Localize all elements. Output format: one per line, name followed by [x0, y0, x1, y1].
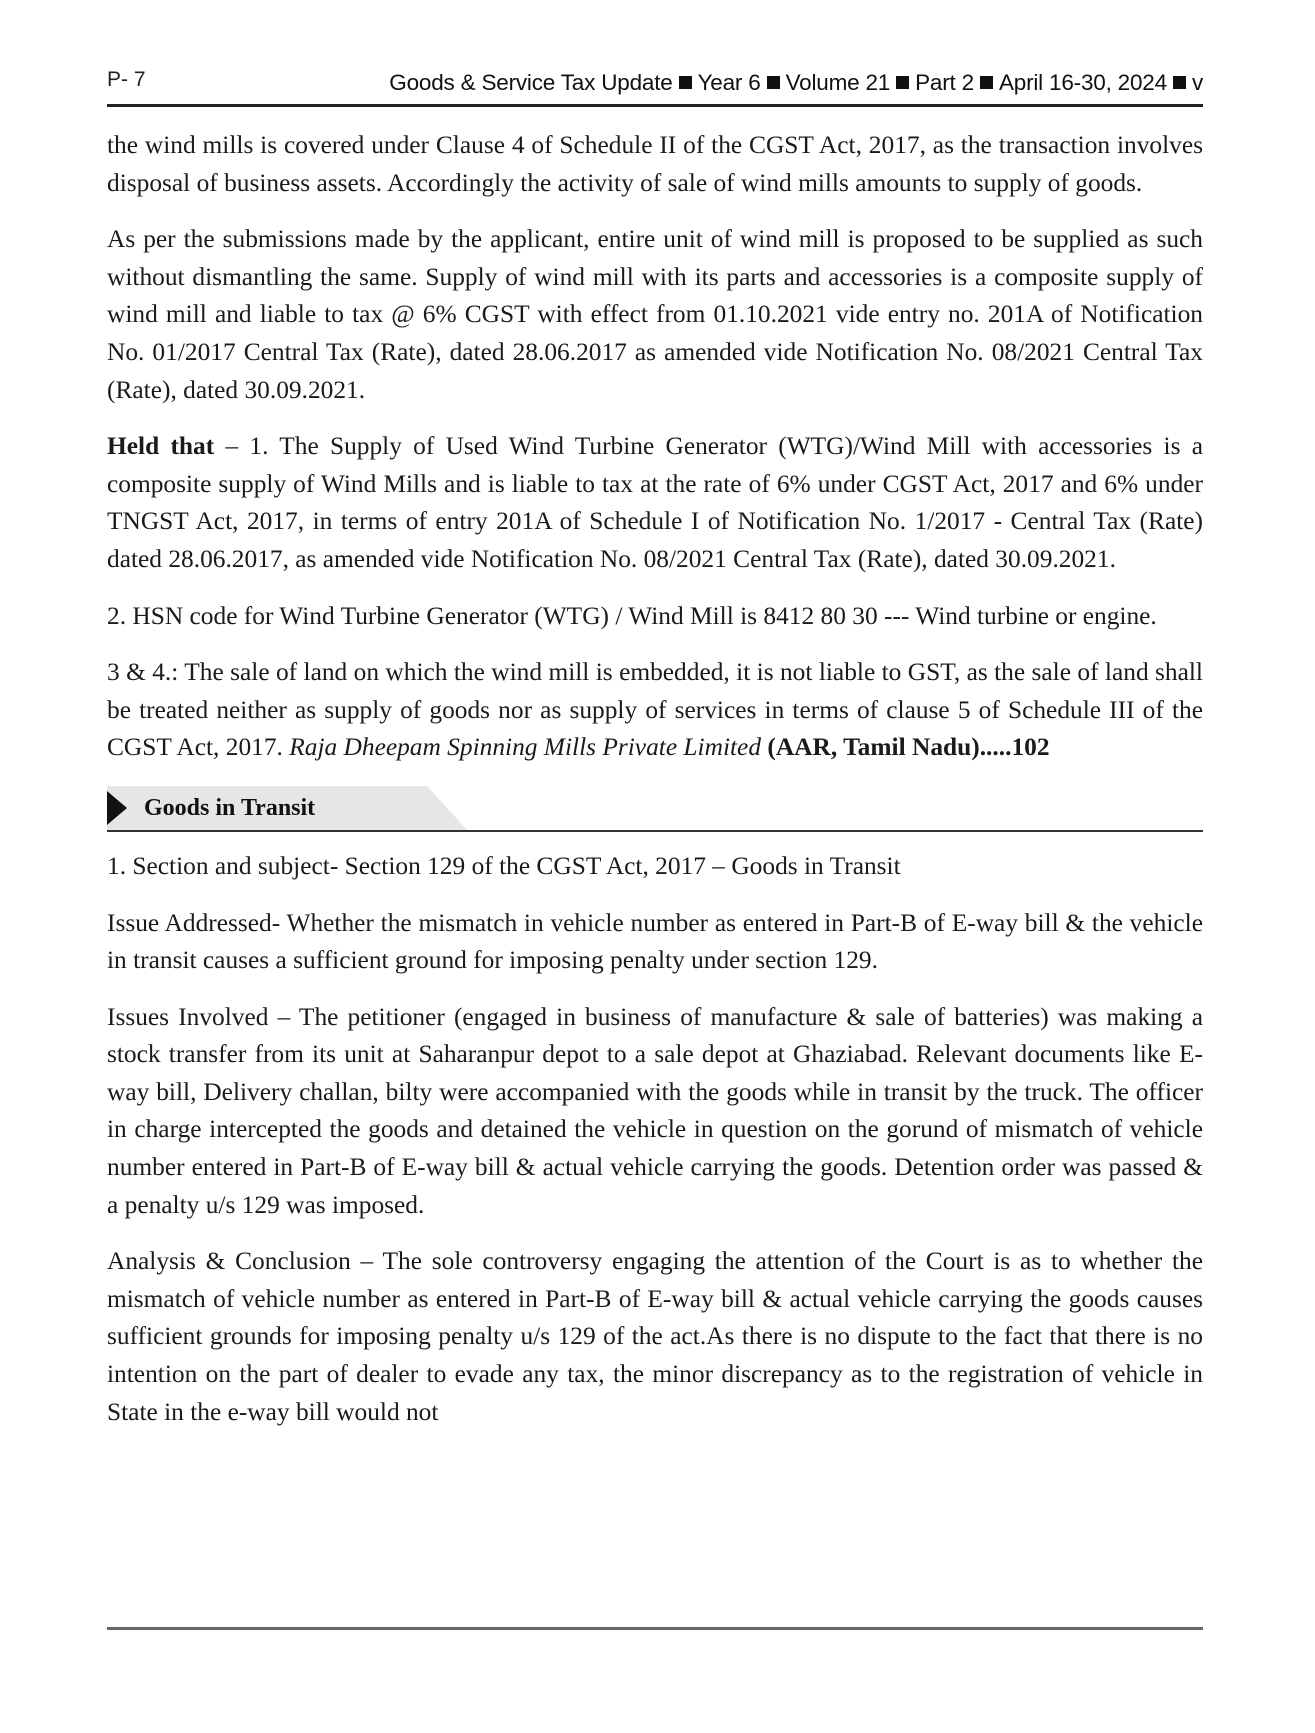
triangle-arrow-icon [107, 791, 127, 825]
paragraph-submissions: As per the submissions made by the applicant, entire unit of wind mill is proposed to be supplied as such without dismantling the same. Supply of wind mill with its parts and accessories is a composite supply of wind mill and liable to tax @ 6% CGST with effect from 01.10.2021 vide entry no. 201A of Notification No. 01/2017 Central Tax (Rate), dated 28.06.2017 as amended vide Notification No. 08/2021 Central Tax (Rate), dated 30.09.2021. [107, 225, 1203, 404]
year-label: Year 6 [697, 70, 761, 95]
paragraph-analysis: Analysis & Conclusion – The sole controversy engaging the attention of the Court is as to whether the mismatch of vehicle number as entered in Part-B of E-way bill & actual vehicle carrying the goods causes sufficient grounds for imposing penalty u/s 129 of the act.As there is no dispute to the fact that there is no intention on the part of dealer to evade any tax, the minor discrepancy as to the registration of vehicle in State in the e-way bill would not [107, 1247, 1203, 1426]
page-number: P- 7 [107, 68, 146, 91]
paragraph-held-that [107, 428, 1203, 578]
paragraph-hsn-code: 2. HSN code for Wind Turbine Generator (WTG) / Wind Mill is 8412 80 30 --- Wind turbine or engine. [107, 601, 1157, 630]
square-bullet-icon [980, 76, 993, 89]
paragraph-land-sale [107, 654, 1203, 767]
footer-rule [107, 1627, 1203, 1630]
paragraph-issue-addressed: Issue Addressed- Whether the mismatch in vehicle number as entered in Part-B of E-way bill & the vehicle in transit causes a sufficient ground for imposing penalty under section 129. [107, 908, 1203, 975]
land-sale-text: 3 & 4.: The sale of land on which the wind mill is embedded, it is not liable to GST, as the sale of land shall be treated neither as supply of goods nor as supply of services in terms of clause 5 of Schedule III of the CGST Act, 2017. [107, 658, 1203, 762]
issue-date: April 16-30, 2024 [998, 70, 1167, 95]
page-header [107, 68, 1203, 107]
body-text [107, 127, 1203, 1450]
square-bullet-icon [679, 76, 692, 89]
volume-label: Volume 21 [785, 70, 891, 95]
square-bullet-icon [1173, 76, 1186, 89]
part-label: Part 2 [915, 70, 974, 95]
held-that-label: Held that [107, 432, 215, 461]
section-heading-title: Goods in Transit [144, 794, 316, 821]
held-that-text: – 1. The Supply of Used Wind Turbine Generator (WTG)/Wind Mill with accessories is a composite supply of Wind Mills and is liable to tax at the rate of 6% under CGST Act, 2017 and 6% under TNGST Act, 2017, in terms of entry 201A of Schedule I of Notification No. 1/2017 - Central Tax (Rate) dated 28.06.2017, as amended vide Notification No. 08/2021 Central Tax (Rate), dated 30.09.2021. [107, 432, 1203, 573]
section-heading-band [107, 786, 1203, 832]
paragraph-clause-4: the wind mills is covered under Clause 4 of Schedule II of the CGST Act, 2017, as the transaction involves disposal of business assets. Accordingly the activity of sale of wind mills amounts to supply of goods. [107, 131, 1203, 197]
case-name: Raja Dheepam Spinning Mills Private Limited [289, 733, 762, 762]
case-citation: (AAR, Tamil Nadu).....102 [761, 733, 1050, 762]
publication-title: Goods & Service Tax Update [389, 70, 673, 95]
paragraph-section-subject: 1. Section and subject- Section 129 of the CGST Act, 2017 – Goods in Transit [107, 851, 901, 880]
page-roman: v [1191, 70, 1203, 95]
square-bullet-icon [767, 76, 780, 89]
square-bullet-icon [896, 76, 909, 89]
running-head [389, 70, 1203, 96]
paragraph-issues-involved: Issues Involved – The petitioner (engaged in business of manufacture & sale of batteries) was making a stock transfer from its unit at Saharanpur depot to a sale depot at Ghaziabad. Relevant documents like E-way bill, Delivery challan, bilty were accompanied with the goods while in transit by the truck. The officer in charge intercepted the goods and detained the vehicle in question on the gorund of mismatch of vehicle number entered in Part-B of E-way bill & actual vehicle carrying the goods. Detention order was passed & a penalty u/s 129 was imposed. [107, 1002, 1203, 1219]
